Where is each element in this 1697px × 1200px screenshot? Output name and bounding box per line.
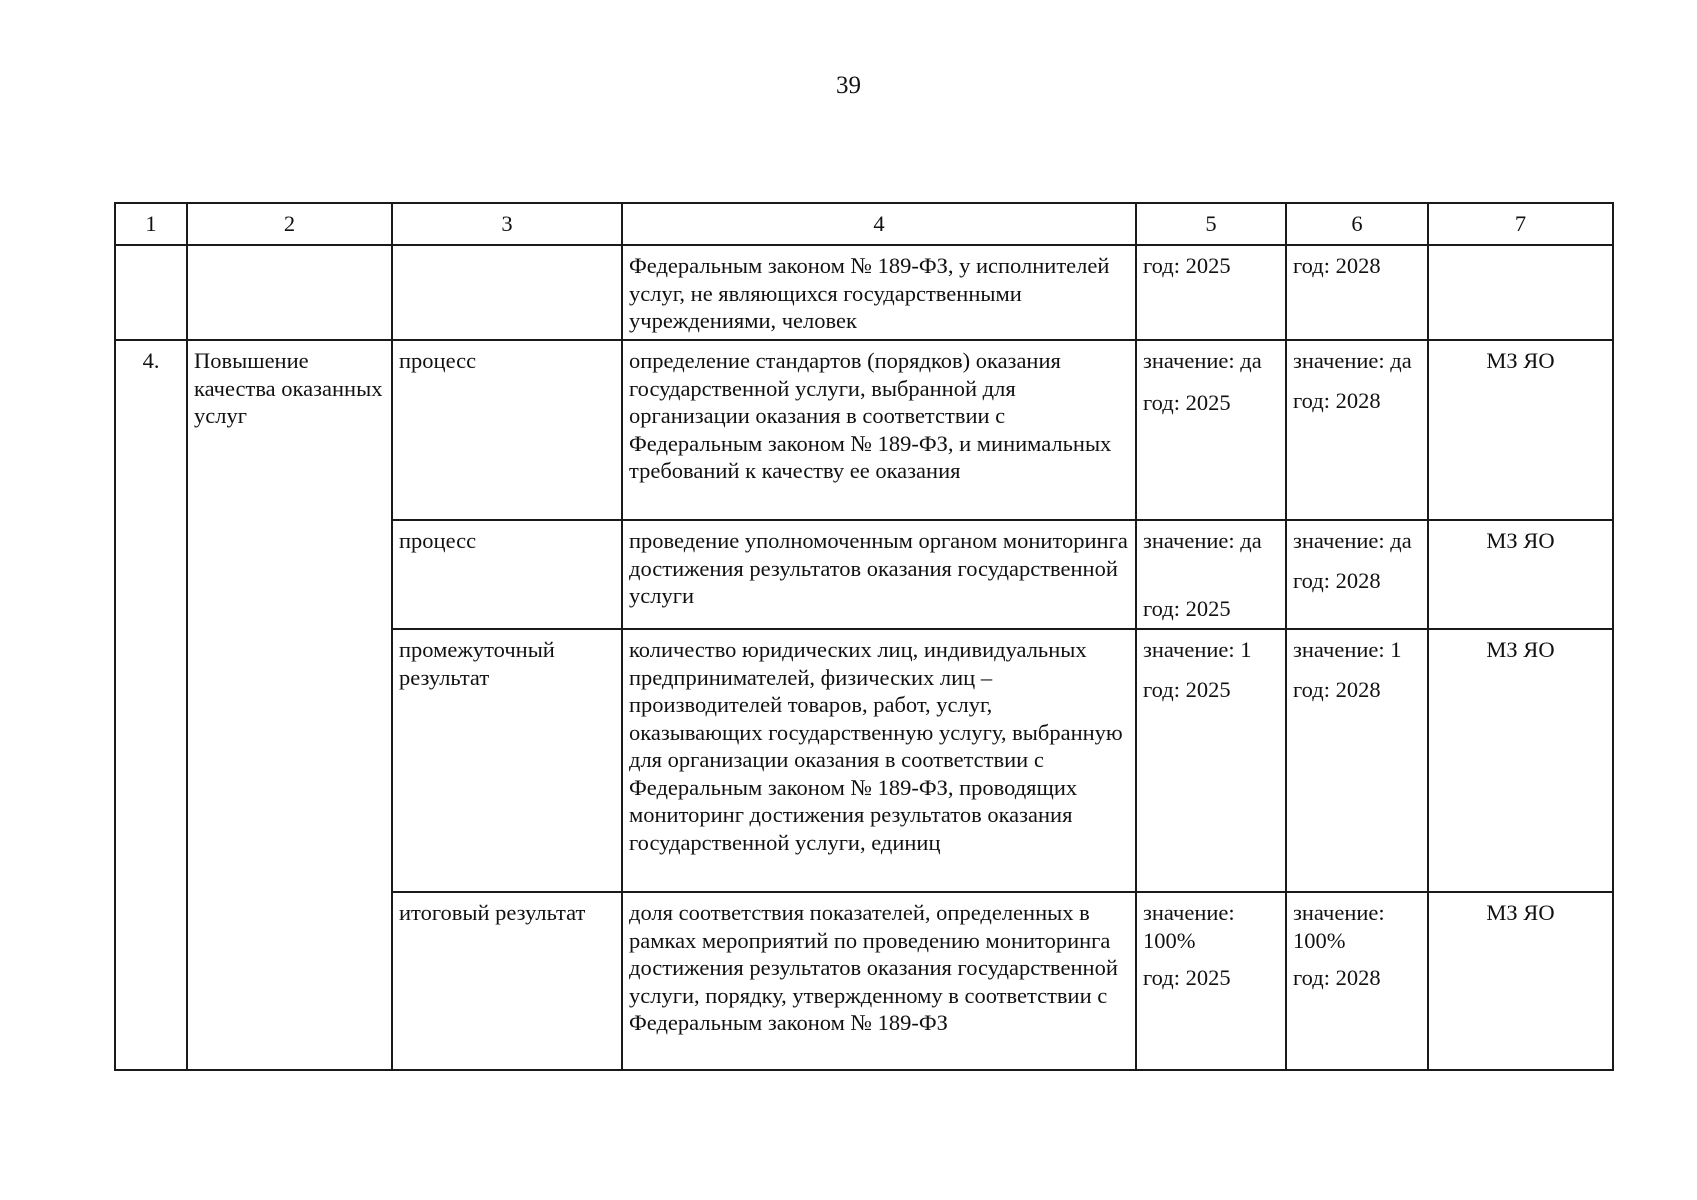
target-year: год: 2028	[1293, 567, 1381, 593]
target-year: год: 2025	[1143, 676, 1231, 702]
target-2028-cell	[1286, 629, 1428, 892]
table-cell	[1428, 245, 1613, 340]
responsible-cell: МЗ ЯО	[1428, 340, 1613, 520]
header-cell: 2	[187, 203, 392, 245]
section-number-cell: 4.	[115, 340, 187, 1070]
target-value: значение: да	[1143, 528, 1262, 553]
target-value: значение: да	[1143, 348, 1262, 373]
table-header-row	[115, 203, 1613, 245]
header-cell: 1	[115, 203, 187, 245]
target-2025-cell: год: 2025	[1136, 245, 1286, 340]
header-cell: 6	[1286, 203, 1428, 245]
indicator-type-cell: промежуточный результат	[392, 629, 622, 892]
target-year: год: 2025	[1143, 389, 1231, 415]
target-2025-cell	[1136, 629, 1286, 892]
target-2028-cell: год: 2028	[1286, 245, 1428, 340]
target-value: значение: 100%	[1143, 900, 1235, 953]
section-title-cell: Повышение качества оказанных услуг	[187, 340, 392, 1070]
target-2028-cell	[1286, 892, 1428, 1070]
description-cell: количество юридических лиц, индивидуальных предпринимателей, физических лиц – производителей товаров, работ, услуг, оказывающих государственную услугу, выбранную для организации оказания в соответствии с Федеральным законом № 189-ФЗ, проводящих мониторинг достижения результатов оказания государственной услуги, единиц	[622, 629, 1136, 892]
target-2025-cell	[1136, 340, 1286, 520]
target-2028-cell	[1286, 340, 1428, 520]
table-cell	[115, 245, 187, 340]
header-cell: 3	[392, 203, 622, 245]
target-year: год: 2028	[1293, 965, 1381, 990]
target-year: год: 2028	[1293, 676, 1381, 702]
description-cell: доля соответствия показателей, определенных в рамках мероприятий по проведению мониторинга достижения результатов оказания государственной услуги, порядку, утвержденному в соответствии с Федеральным законом № 189-ФЗ	[622, 892, 1136, 1070]
description-cell: проведение уполномоченным органом мониторинга достижения результатов оказания государственной услуги	[622, 520, 1136, 629]
description-cell: определение стандартов (порядков) оказания государственной услуги, выбранной для организации оказания в соответствии с Федеральным законом № 189-ФЗ, и минимальных требований к качеству ее оказания	[622, 340, 1136, 520]
target-value: значение: 1	[1143, 637, 1252, 662]
indicator-type-cell: итоговый результат	[392, 892, 622, 1070]
target-year: год: 2025	[1143, 595, 1231, 621]
responsible-cell: МЗ ЯО	[1428, 629, 1613, 892]
header-cell: 4	[622, 203, 1136, 245]
target-year: год: 2028	[1293, 387, 1381, 413]
target-2025-cell	[1136, 892, 1286, 1070]
target-year: год: 2025	[1143, 965, 1231, 990]
target-value: значение: да	[1293, 528, 1412, 553]
indicator-type-cell: процесс	[392, 340, 622, 520]
target-value: значение: да	[1293, 348, 1412, 373]
target-2025-cell	[1136, 520, 1286, 629]
table-row	[115, 340, 1613, 520]
indicator-type-cell: процесс	[392, 520, 622, 629]
header-cell: 5	[1136, 203, 1286, 245]
target-2028-cell	[1286, 520, 1428, 629]
document-table	[114, 202, 1614, 1071]
responsible-cell: МЗ ЯО	[1428, 520, 1613, 629]
target-value: значение: 1	[1293, 637, 1402, 662]
header-cell: 7	[1428, 203, 1613, 245]
table-cell	[187, 245, 392, 340]
table-row-continuation	[115, 245, 1613, 340]
table-cell	[392, 245, 622, 340]
responsible-cell: МЗ ЯО	[1428, 892, 1613, 1070]
page-number: 39	[836, 72, 861, 99]
target-value: значение: 100%	[1293, 900, 1385, 953]
description-cell: Федеральным законом № 189-ФЗ, у исполнителей услуг, не являющихся государственными учреждениями, человек	[622, 245, 1136, 340]
